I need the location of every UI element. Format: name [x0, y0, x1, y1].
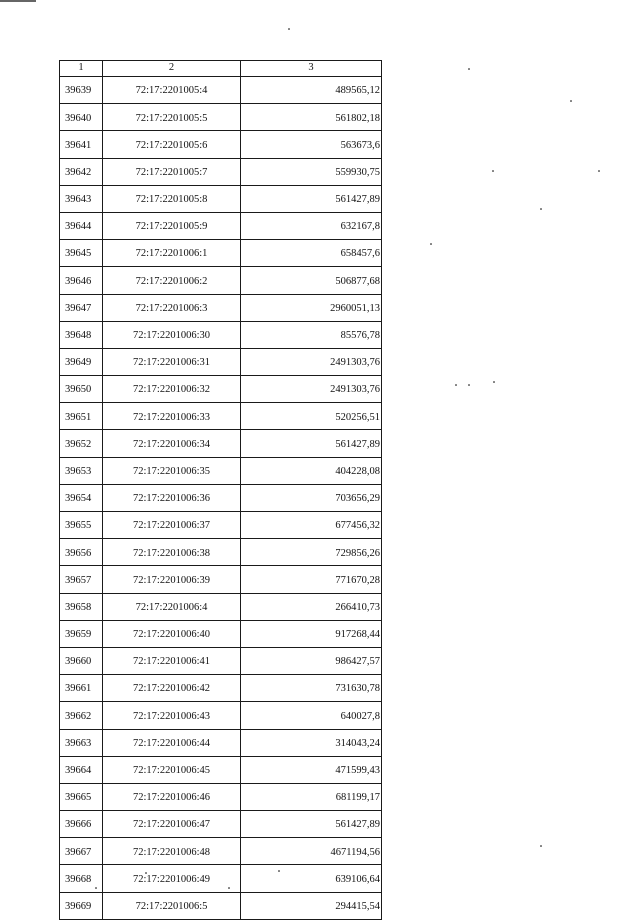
cadastral-value: 4671194,56 — [241, 838, 382, 865]
row-number: 39639 — [60, 77, 103, 104]
cadastral-value: 314043,24 — [241, 729, 382, 756]
table-row — [60, 566, 382, 593]
cadastral-number: 72:17:2201006:5 — [103, 892, 241, 919]
table-row — [60, 484, 382, 511]
table-row — [60, 403, 382, 430]
table-row — [60, 620, 382, 647]
table-row — [60, 240, 382, 267]
cadastral-value: 2491303,76 — [241, 348, 382, 375]
cadastral-value: 561802,18 — [241, 104, 382, 131]
header-col-3: 3 — [241, 61, 382, 77]
cadastral-value: 986427,57 — [241, 647, 382, 674]
table-row — [60, 294, 382, 321]
scan-speck — [430, 243, 432, 245]
cadastral-value: 731630,78 — [241, 675, 382, 702]
table-row — [60, 865, 382, 892]
cadastral-number: 72:17:2201006:36 — [103, 484, 241, 511]
table-row — [60, 457, 382, 484]
scan-speck — [493, 381, 495, 383]
table-row — [60, 647, 382, 674]
table-row — [60, 376, 382, 403]
cadastral-number: 72:17:2201006:45 — [103, 756, 241, 783]
row-number: 39669 — [60, 892, 103, 919]
table-row — [60, 892, 382, 919]
cadastral-value: 294415,54 — [241, 892, 382, 919]
scan-edge-mark — [0, 0, 36, 2]
cadastral-value: 471599,43 — [241, 756, 382, 783]
row-number: 39640 — [60, 104, 103, 131]
cadastral-value: 506877,68 — [241, 267, 382, 294]
cadastral-number: 72:17:2201006:33 — [103, 403, 241, 430]
cadastral-number: 72:17:2201006:41 — [103, 647, 241, 674]
row-number: 39652 — [60, 430, 103, 457]
row-number: 39646 — [60, 267, 103, 294]
row-number: 39651 — [60, 403, 103, 430]
cadastral-value: 681199,17 — [241, 783, 382, 810]
table-row — [60, 512, 382, 539]
cadastral-number: 72:17:2201006:39 — [103, 566, 241, 593]
row-number: 39662 — [60, 702, 103, 729]
cadastral-value: 561427,89 — [241, 430, 382, 457]
row-number: 39643 — [60, 185, 103, 212]
row-number: 39642 — [60, 158, 103, 185]
cadastral-value-table — [59, 60, 382, 920]
scan-speck — [570, 100, 572, 102]
cadastral-value: 677456,32 — [241, 512, 382, 539]
cadastral-value: 703656,29 — [241, 484, 382, 511]
header-row — [60, 61, 382, 77]
cadastral-value: 520256,51 — [241, 403, 382, 430]
cadastral-number: 72:17:2201006:34 — [103, 430, 241, 457]
table-row — [60, 185, 382, 212]
cadastral-value: 85576,78 — [241, 321, 382, 348]
table-row — [60, 348, 382, 375]
table-row — [60, 104, 382, 131]
row-number: 39655 — [60, 512, 103, 539]
table-row — [60, 267, 382, 294]
row-number: 39657 — [60, 566, 103, 593]
table-row — [60, 783, 382, 810]
cadastral-value: 771670,28 — [241, 566, 382, 593]
table-row — [60, 77, 382, 104]
cadastral-number: 72:17:2201006:31 — [103, 348, 241, 375]
table-row — [60, 729, 382, 756]
cadastral-value: 640027,8 — [241, 702, 382, 729]
cadastral-number: 72:17:2201006:43 — [103, 702, 241, 729]
row-number: 39667 — [60, 838, 103, 865]
row-number: 39645 — [60, 240, 103, 267]
table-row — [60, 212, 382, 239]
row-number: 39650 — [60, 376, 103, 403]
row-number: 39666 — [60, 811, 103, 838]
cadastral-number: 72:17:2201005:6 — [103, 131, 241, 158]
cadastral-value: 489565,12 — [241, 77, 382, 104]
cadastral-number: 72:17:2201006:47 — [103, 811, 241, 838]
table-row — [60, 593, 382, 620]
row-number: 39649 — [60, 348, 103, 375]
cadastral-value: 561427,89 — [241, 185, 382, 212]
row-number: 39668 — [60, 865, 103, 892]
row-number: 39663 — [60, 729, 103, 756]
cadastral-value: 639106,64 — [241, 865, 382, 892]
scan-speck — [540, 208, 542, 210]
table-row — [60, 430, 382, 457]
row-number: 39661 — [60, 675, 103, 702]
cadastral-value: 2960051,13 — [241, 294, 382, 321]
cadastral-number: 72:17:2201006:37 — [103, 512, 241, 539]
header-col-1: 1 — [60, 61, 103, 77]
cadastral-number: 72:17:2201005:8 — [103, 185, 241, 212]
row-number: 39653 — [60, 457, 103, 484]
row-number: 39659 — [60, 620, 103, 647]
scan-speck — [598, 170, 600, 172]
row-number: 39665 — [60, 783, 103, 810]
scan-speck — [288, 28, 290, 30]
table-row — [60, 756, 382, 783]
cadastral-number: 72:17:2201006:32 — [103, 376, 241, 403]
scan-speck — [468, 68, 470, 70]
cadastral-number: 72:17:2201006:44 — [103, 729, 241, 756]
header-col-2: 2 — [103, 61, 241, 77]
cadastral-number: 72:17:2201006:46 — [103, 783, 241, 810]
cadastral-value: 658457,6 — [241, 240, 382, 267]
cadastral-value: 632167,8 — [241, 212, 382, 239]
cadastral-value: 917268,44 — [241, 620, 382, 647]
row-number: 39641 — [60, 131, 103, 158]
row-number: 39644 — [60, 212, 103, 239]
row-number: 39648 — [60, 321, 103, 348]
table-row — [60, 702, 382, 729]
row-number: 39654 — [60, 484, 103, 511]
cadastral-number: 72:17:2201005:4 — [103, 77, 241, 104]
cadastral-value: 561427,89 — [241, 811, 382, 838]
table-row — [60, 158, 382, 185]
cadastral-number: 72:17:2201006:30 — [103, 321, 241, 348]
scan-speck — [455, 384, 457, 386]
cadastral-number: 72:17:2201006:38 — [103, 539, 241, 566]
cadastral-value: 563673,6 — [241, 131, 382, 158]
cadastral-number: 72:17:2201006:1 — [103, 240, 241, 267]
cadastral-number: 72:17:2201006:40 — [103, 620, 241, 647]
row-number: 39664 — [60, 756, 103, 783]
cadastral-number: 72:17:2201005:5 — [103, 104, 241, 131]
scan-speck — [468, 384, 470, 386]
cadastral-value: 559930,75 — [241, 158, 382, 185]
scan-speck — [540, 845, 542, 847]
row-number: 39656 — [60, 539, 103, 566]
cadastral-number: 72:17:2201006:35 — [103, 457, 241, 484]
cadastral-number: 72:17:2201006:48 — [103, 838, 241, 865]
cadastral-value: 729856,26 — [241, 539, 382, 566]
row-number: 39647 — [60, 294, 103, 321]
cadastral-number: 72:17:2201006:42 — [103, 675, 241, 702]
cadastral-number: 72:17:2201005:7 — [103, 158, 241, 185]
cadastral-number: 72:17:2201005:9 — [103, 212, 241, 239]
table-row — [60, 321, 382, 348]
table-row — [60, 675, 382, 702]
table-row — [60, 131, 382, 158]
row-number: 39660 — [60, 647, 103, 674]
cadastral-value: 2491303,76 — [241, 376, 382, 403]
cadastral-number: 72:17:2201006:4 — [103, 593, 241, 620]
cadastral-number: 72:17:2201006:2 — [103, 267, 241, 294]
cadastral-number: 72:17:2201006:49 — [103, 865, 241, 892]
scan-speck — [492, 170, 494, 172]
table-row — [60, 838, 382, 865]
cadastral-value: 266410,73 — [241, 593, 382, 620]
table-row — [60, 811, 382, 838]
cadastral-value: 404228,08 — [241, 457, 382, 484]
cadastral-number: 72:17:2201006:3 — [103, 294, 241, 321]
row-number: 39658 — [60, 593, 103, 620]
table-row — [60, 539, 382, 566]
